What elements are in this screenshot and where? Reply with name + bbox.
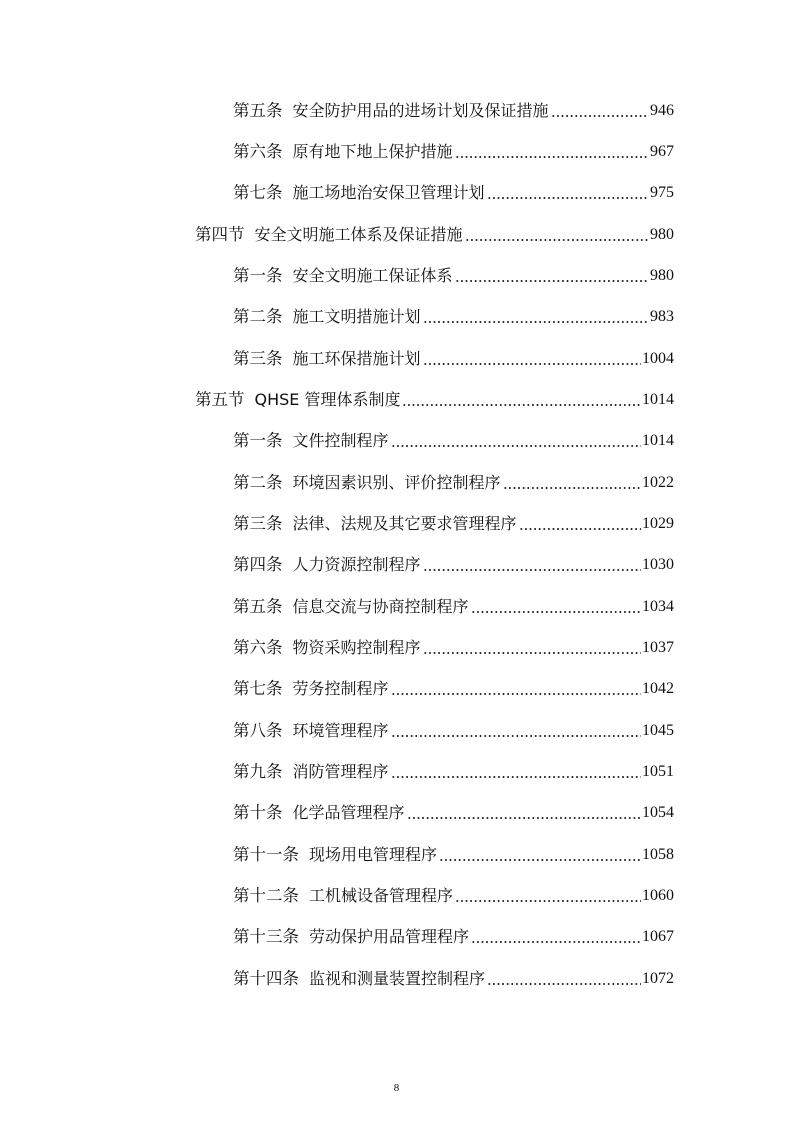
- entry-title: 现场用电管理程序: [309, 845, 438, 864]
- dot-leader: [391, 735, 641, 737]
- entry-title: 化学品管理程序: [292, 803, 405, 822]
- dot-leader: [551, 115, 649, 117]
- toc-entry[interactable]: [233, 592, 674, 618]
- dot-leader: [455, 156, 649, 158]
- entry-title: 环境因素识别、评价控制程序: [292, 473, 501, 492]
- entry-page: 1045: [642, 722, 674, 739]
- entry-title: 文件控制程序: [292, 431, 389, 450]
- entry-page: 980: [650, 226, 674, 243]
- toc-entry[interactable]: [233, 757, 674, 783]
- entry-page: 983: [650, 308, 674, 325]
- entry-page: 1022: [642, 474, 674, 491]
- entry-title: 人力资源控制程序: [292, 555, 421, 574]
- entry-title: QHSE 管理体系制度: [254, 390, 401, 409]
- entry-title: 工机械设备管理程序: [309, 886, 454, 905]
- entry-number: 第四节: [195, 225, 245, 244]
- page-number: 8: [393, 1082, 400, 1094]
- entry-number: 第五节: [195, 390, 245, 409]
- entry-title: 劳动保护用品管理程序: [309, 927, 470, 946]
- entry-title: 环境管理程序: [292, 721, 389, 740]
- dot-leader: [471, 611, 641, 613]
- dot-leader: [487, 197, 649, 199]
- dot-leader: [423, 569, 641, 571]
- entry-title: 原有地下地上保护措施: [292, 142, 453, 161]
- entry-number: 第三条: [233, 349, 283, 368]
- entry-number: 第十三条: [233, 927, 299, 946]
- entry-title: 施工文明措施计划: [292, 307, 421, 326]
- entry-page: 1042: [642, 680, 674, 697]
- toc-entry[interactable]: [233, 344, 674, 370]
- dot-leader: [465, 239, 649, 241]
- entry-page: 967: [650, 143, 674, 160]
- entry-page: 975: [650, 184, 674, 201]
- entry-number: 第十一条: [233, 845, 299, 864]
- entry-number: 第八条: [233, 721, 283, 740]
- entry-title: 物资采购控制程序: [292, 638, 421, 657]
- dot-leader: [439, 859, 641, 861]
- entry-page: 946: [650, 102, 674, 119]
- dot-leader: [423, 321, 649, 323]
- dot-leader: [471, 941, 641, 943]
- dot-leader: [487, 983, 641, 985]
- entry-number: 第五条: [233, 597, 283, 616]
- toc-entry[interactable]: [233, 550, 674, 576]
- entry-title: 监视和测量装置控制程序: [309, 969, 486, 988]
- entry-page: 1034: [642, 598, 674, 615]
- entry-number: 第一条: [233, 431, 283, 450]
- toc-entry[interactable]: [233, 426, 674, 452]
- toc-entry[interactable]: [233, 261, 674, 287]
- entry-number: 第七条: [233, 679, 283, 698]
- dot-leader: [423, 363, 641, 365]
- entry-page: 1072: [642, 970, 674, 987]
- toc-entry[interactable]: [233, 840, 674, 866]
- dot-leader: [407, 817, 641, 819]
- entry-number: 第十二条: [233, 886, 299, 905]
- dot-leader: [391, 776, 641, 778]
- toc-entry[interactable]: [233, 178, 674, 204]
- toc-entry[interactable]: [233, 96, 674, 122]
- entry-page: 1004: [642, 350, 674, 367]
- entry-number: 第九条: [233, 762, 283, 781]
- entry-number: 第一条: [233, 266, 283, 285]
- entry-number: 第六条: [233, 142, 283, 161]
- entry-number: 第二条: [233, 473, 283, 492]
- entry-title: 安全文明施工保证体系: [292, 266, 453, 285]
- entry-page: 1014: [642, 432, 674, 449]
- entry-number: 第五条: [233, 101, 283, 120]
- entry-page: 1051: [642, 763, 674, 780]
- toc-entry[interactable]: [233, 509, 674, 535]
- toc-entry[interactable]: [233, 137, 674, 163]
- toc-entry[interactable]: [233, 468, 674, 494]
- toc-entry[interactable]: [233, 633, 674, 659]
- entry-title: 安全防护用品的进场计划及保证措施: [292, 101, 549, 120]
- dot-leader: [455, 900, 641, 902]
- entry-title: 法律、法规及其它要求管理程序: [292, 514, 517, 533]
- entry-page: 1060: [642, 887, 674, 904]
- entry-number: 第三条: [233, 514, 283, 533]
- dot-leader: [455, 280, 649, 282]
- dot-leader: [423, 652, 641, 654]
- entry-page: 1054: [642, 804, 674, 821]
- dot-leader: [519, 528, 641, 530]
- toc-entry[interactable]: [233, 674, 674, 700]
- toc-entry[interactable]: [233, 302, 674, 328]
- entry-page: 980: [650, 267, 674, 284]
- entry-number: 第四条: [233, 555, 283, 574]
- entry-number: 第六条: [233, 638, 283, 657]
- entry-title: 施工场地治安保卫管理计划: [292, 183, 485, 202]
- entry-page: 1058: [642, 846, 674, 863]
- entry-number: 第十四条: [233, 969, 299, 988]
- entry-number: 第二条: [233, 307, 283, 326]
- dot-leader: [402, 404, 641, 406]
- entry-page: 1014: [642, 391, 674, 408]
- entry-title: 安全文明施工体系及保证措施: [254, 225, 463, 244]
- entry-page: 1030: [642, 556, 674, 573]
- entry-page: 1067: [642, 928, 674, 945]
- dot-leader: [391, 693, 641, 695]
- entry-title: 信息交流与协商控制程序: [292, 597, 469, 616]
- toc-entry[interactable]: [233, 922, 674, 948]
- dot-leader: [503, 487, 641, 489]
- toc-entry[interactable]: [233, 798, 674, 824]
- toc-entry[interactable]: [195, 385, 674, 411]
- toc-entry[interactable]: [233, 964, 674, 990]
- entry-number: 第七条: [233, 183, 283, 202]
- toc-entry[interactable]: [195, 220, 674, 246]
- entry-page: 1029: [642, 515, 674, 532]
- entry-page: 1037: [642, 639, 674, 656]
- toc-entry[interactable]: [233, 881, 674, 907]
- dot-leader: [391, 445, 641, 447]
- entry-number: 第十条: [233, 803, 283, 822]
- entry-title: 施工环保措施计划: [292, 349, 421, 368]
- toc-entry[interactable]: [233, 716, 674, 742]
- entry-title: 消防管理程序: [292, 762, 389, 781]
- entry-title: 劳务控制程序: [292, 679, 389, 698]
